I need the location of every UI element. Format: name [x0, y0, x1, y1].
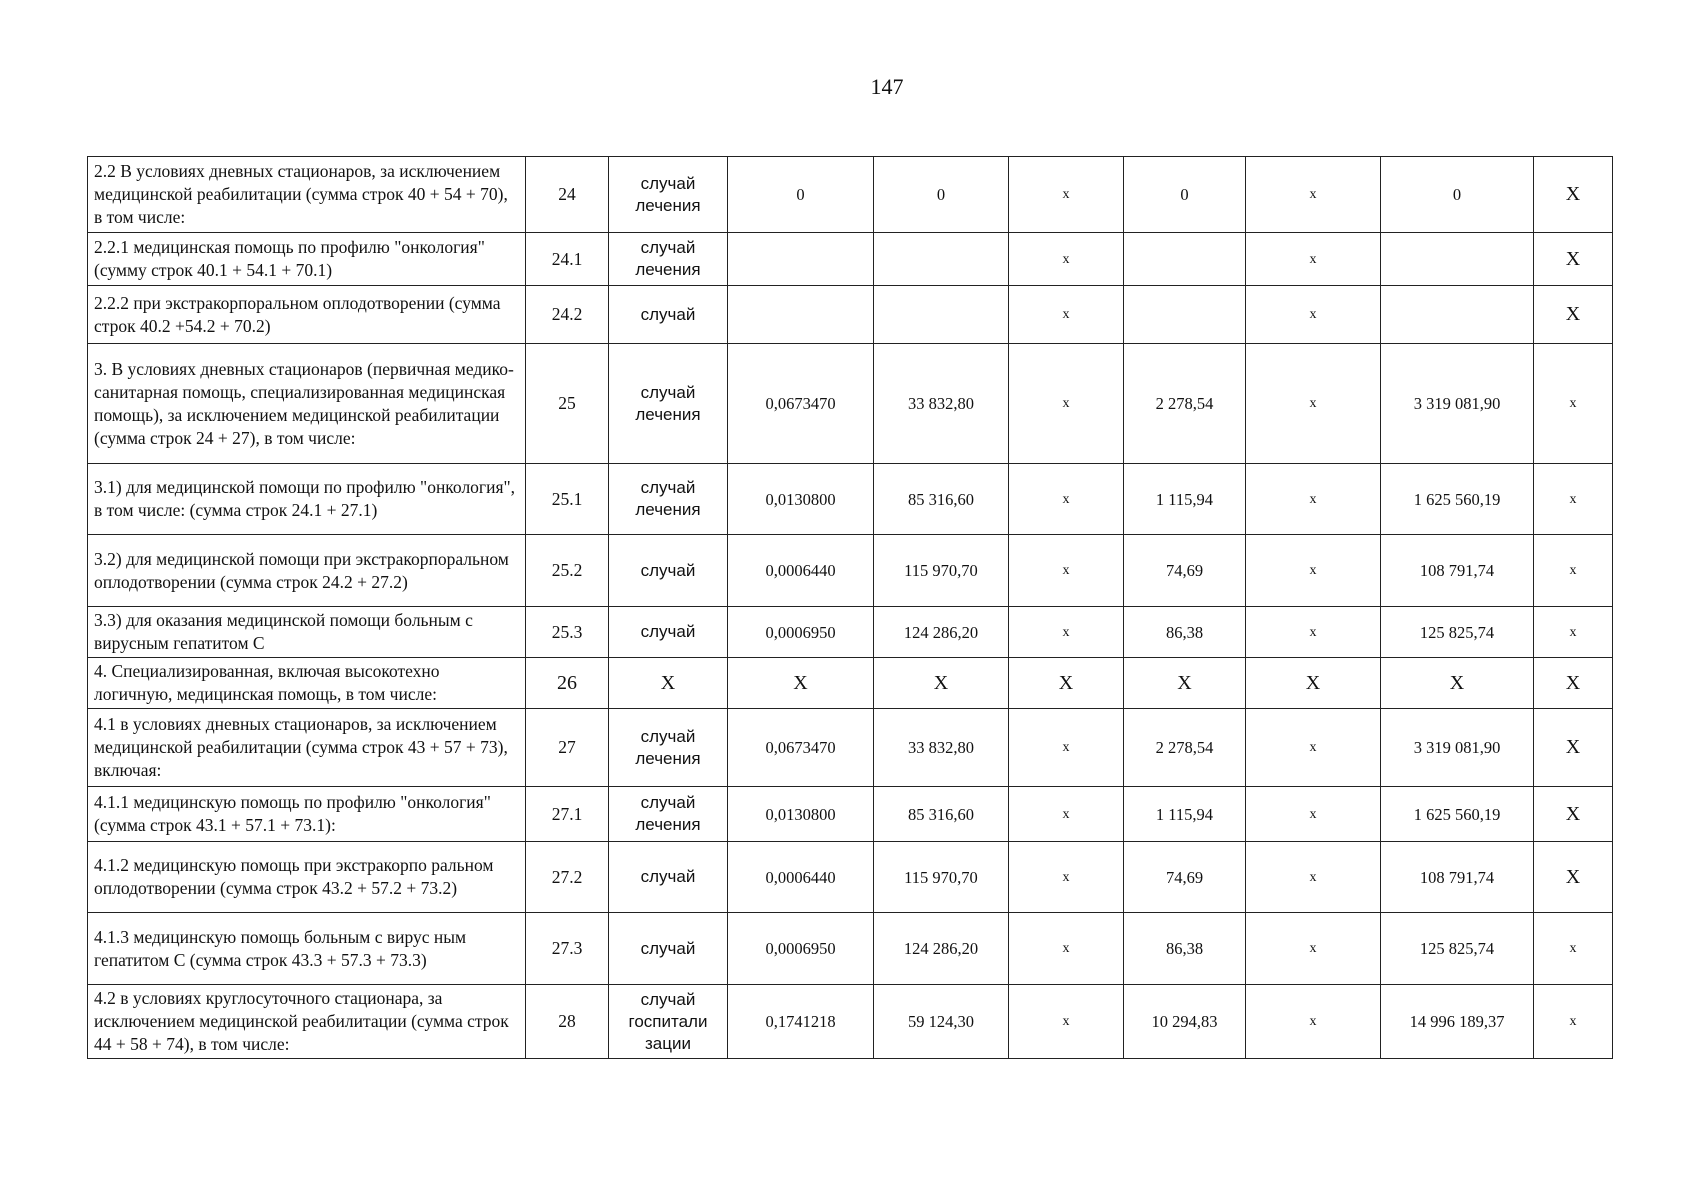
row-code-cell: 27.3 [526, 913, 609, 985]
value-cell: х [1246, 464, 1381, 535]
table-row [88, 913, 1613, 985]
value-cell: х [1009, 157, 1124, 233]
row-code-cell: 27.1 [526, 787, 609, 842]
value-cell: 86,38 [1124, 607, 1246, 658]
value-cell: 59 124,30 [874, 985, 1009, 1059]
value-cell: х [1246, 709, 1381, 787]
row-code-cell: 25.3 [526, 607, 609, 658]
value-cell: 0 [1381, 157, 1534, 233]
value-cell: 3 319 081,90 [1381, 344, 1534, 464]
value-cell: х [1246, 985, 1381, 1059]
value-cell: 124 286,20 [874, 913, 1009, 985]
value-cell [1381, 286, 1534, 344]
page-number: 147 [870, 74, 904, 99]
row-name-cell: 4.2 в условиях круглосуточного стационара, за исключением медицинской реабилитации (сумма строк 44 + 58 + 74), в том числе: [88, 985, 526, 1059]
row-code-cell: 27 [526, 709, 609, 787]
value-cell: Х [874, 658, 1009, 709]
table-row [88, 985, 1613, 1059]
value-cell: х [1246, 286, 1381, 344]
table-row [88, 464, 1613, 535]
value-cell: 33 832,80 [874, 344, 1009, 464]
last-column-cell: Х [1534, 286, 1613, 344]
unit-cell: случай [609, 842, 728, 913]
value-cell: 0,0673470 [728, 344, 874, 464]
value-cell: Х [1124, 658, 1246, 709]
row-name-cell: 2.2 В условиях дневных стационаров, за исключением медицинской реабилитации (сумма строк 40 + 54 + 70), в том числе: [88, 157, 526, 233]
last-column-cell: Х [1534, 787, 1613, 842]
row-code-cell: 28 [526, 985, 609, 1059]
value-cell: 1 115,94 [1124, 464, 1246, 535]
value-cell: Х [1381, 658, 1534, 709]
value-cell: 2 278,54 [1124, 344, 1246, 464]
value-cell: 0 [728, 157, 874, 233]
row-name-cell: 2.2.2 при экстракорпоральном оплодотворении (сумма строк 40.2 +54.2 + 70.2) [88, 286, 526, 344]
unit-cell: случай [609, 535, 728, 607]
row-code-cell: 24.2 [526, 286, 609, 344]
value-cell: 74,69 [1124, 842, 1246, 913]
value-cell: 85 316,60 [874, 464, 1009, 535]
table-row [88, 344, 1613, 464]
value-cell: х [1246, 787, 1381, 842]
value-cell [874, 233, 1009, 286]
last-column-cell: Х [1534, 157, 1613, 233]
last-column-cell: Х [1534, 842, 1613, 913]
value-cell: 10 294,83 [1124, 985, 1246, 1059]
value-cell: х [1009, 344, 1124, 464]
unit-cell: Х [609, 658, 728, 709]
row-name-cell: 4.1.1 медицинскую помощь по профилю "онкология" (сумма строк 43.1 + 57.1 + 73.1): [88, 787, 526, 842]
value-cell: х [1009, 985, 1124, 1059]
row-code-cell: 25.1 [526, 464, 609, 535]
value-cell [1124, 233, 1246, 286]
value-cell: 125 825,74 [1381, 913, 1534, 985]
value-cell: 0,0130800 [728, 464, 874, 535]
last-column-cell: х [1534, 535, 1613, 607]
row-name-cell: 3.2) для медицинской помощи при экстракорпоральном оплодотворении (сумма строк 24.2 + 27.2) [88, 535, 526, 607]
unit-cell: случай [609, 286, 728, 344]
value-cell: 1 115,94 [1124, 787, 1246, 842]
value-cell: 124 286,20 [874, 607, 1009, 658]
value-cell: 0,0006440 [728, 535, 874, 607]
table-row [88, 842, 1613, 913]
row-name-cell: 4.1.2 медицинскую помощь при экстракорпо ральном оплодотворении (сумма строк 43.2 + 57.2 + 73.2) [88, 842, 526, 913]
value-cell: х [1246, 842, 1381, 913]
value-cell: х [1009, 913, 1124, 985]
value-cell: 85 316,60 [874, 787, 1009, 842]
value-cell [1381, 233, 1534, 286]
unit-cell: случай лечения [609, 787, 728, 842]
value-cell: х [1246, 913, 1381, 985]
value-cell: Х [1009, 658, 1124, 709]
unit-cell: случай лечения [609, 157, 728, 233]
value-cell: 2 278,54 [1124, 709, 1246, 787]
last-column-cell: х [1534, 344, 1613, 464]
value-cell: х [1246, 233, 1381, 286]
value-cell: х [1246, 535, 1381, 607]
value-cell: х [1009, 535, 1124, 607]
table-row [88, 286, 1613, 344]
value-cell: 33 832,80 [874, 709, 1009, 787]
row-name-cell: 3. В условиях дневных стационаров (первичная медико-санитарная помощь, специализированная медицинская помощь), за исключением медицинской реабилитации (сумма строк 24 + 27), в том числе: [88, 344, 526, 464]
row-name-cell: 3.1) для медицинской помощи по профилю "онкология", в том числе: (сумма строк 24.1 + 27.1) [88, 464, 526, 535]
unit-cell: случай лечения [609, 464, 728, 535]
value-cell: х [1009, 842, 1124, 913]
value-cell: х [1009, 464, 1124, 535]
value-cell: 108 791,74 [1381, 535, 1534, 607]
value-cell: 14 996 189,37 [1381, 985, 1534, 1059]
value-cell: 0,1741218 [728, 985, 874, 1059]
row-code-cell: 27.2 [526, 842, 609, 913]
value-cell: 86,38 [1124, 913, 1246, 985]
row-code-cell: 24 [526, 157, 609, 233]
value-cell: 74,69 [1124, 535, 1246, 607]
value-cell: 1 625 560,19 [1381, 787, 1534, 842]
last-column-cell: Х [1534, 709, 1613, 787]
value-cell: 0 [874, 157, 1009, 233]
unit-cell: случай лечения [609, 344, 728, 464]
value-cell: х [1009, 286, 1124, 344]
value-cell: 0 [1124, 157, 1246, 233]
last-column-cell: х [1534, 464, 1613, 535]
value-cell: Х [728, 658, 874, 709]
table-row [88, 787, 1613, 842]
row-name-cell: 4.1.3 медицинскую помощь больным с вирус ным гепатитом С (сумма строк 43.3 + 57.3 + 73.3) [88, 913, 526, 985]
value-cell: х [1246, 344, 1381, 464]
value-cell: 0,0006440 [728, 842, 874, 913]
value-cell: х [1009, 233, 1124, 286]
table-row [88, 233, 1613, 286]
unit-cell: случай лечения [609, 709, 728, 787]
row-name-cell: 4. Специализированная, включая высокотехно логичную, медицинская помощь, в том числе: [88, 658, 526, 709]
value-cell: 108 791,74 [1381, 842, 1534, 913]
row-code-cell: 26 [526, 658, 609, 709]
value-cell [728, 233, 874, 286]
last-column-cell: х [1534, 607, 1613, 658]
value-cell: х [1009, 709, 1124, 787]
value-cell: 0,0673470 [728, 709, 874, 787]
table-row [88, 157, 1613, 233]
value-cell: 115 970,70 [874, 535, 1009, 607]
data-table [87, 156, 1613, 1059]
value-cell: 0,0006950 [728, 913, 874, 985]
unit-cell: случай [609, 607, 728, 658]
table-row [88, 607, 1613, 658]
row-name-cell: 3.3) для оказания медицинской помощи больным с вирусным гепатитом С [88, 607, 526, 658]
value-cell [1124, 286, 1246, 344]
value-cell: 0,0130800 [728, 787, 874, 842]
row-code-cell: 24.1 [526, 233, 609, 286]
value-cell: 0,0006950 [728, 607, 874, 658]
value-cell: х [1246, 157, 1381, 233]
value-cell: 1 625 560,19 [1381, 464, 1534, 535]
last-column-cell: х [1534, 985, 1613, 1059]
value-cell: 3 319 081,90 [1381, 709, 1534, 787]
row-name-cell: 2.2.1 медицинская помощь по профилю "онкология" (сумму строк 40.1 + 54.1 + 70.1) [88, 233, 526, 286]
row-name-cell: 4.1 в условиях дневных стационаров, за исключением медицинской реабилитации (сумма строк 43 + 57 + 73), включая: [88, 709, 526, 787]
row-code-cell: 25 [526, 344, 609, 464]
table-row [88, 709, 1613, 787]
value-cell: 125 825,74 [1381, 607, 1534, 658]
unit-cell: случай госпитали зации [609, 985, 728, 1059]
unit-cell: случай лечения [609, 233, 728, 286]
value-cell: 115 970,70 [874, 842, 1009, 913]
value-cell [728, 286, 874, 344]
value-cell: х [1246, 607, 1381, 658]
table-row [88, 658, 1613, 709]
row-code-cell: 25.2 [526, 535, 609, 607]
last-column-cell: Х [1534, 233, 1613, 286]
last-column-cell: Х [1534, 658, 1613, 709]
value-cell [874, 286, 1009, 344]
value-cell: х [1009, 607, 1124, 658]
value-cell: Х [1246, 658, 1381, 709]
value-cell: х [1009, 787, 1124, 842]
last-column-cell: х [1534, 913, 1613, 985]
unit-cell: случай [609, 913, 728, 985]
table-row [88, 535, 1613, 607]
